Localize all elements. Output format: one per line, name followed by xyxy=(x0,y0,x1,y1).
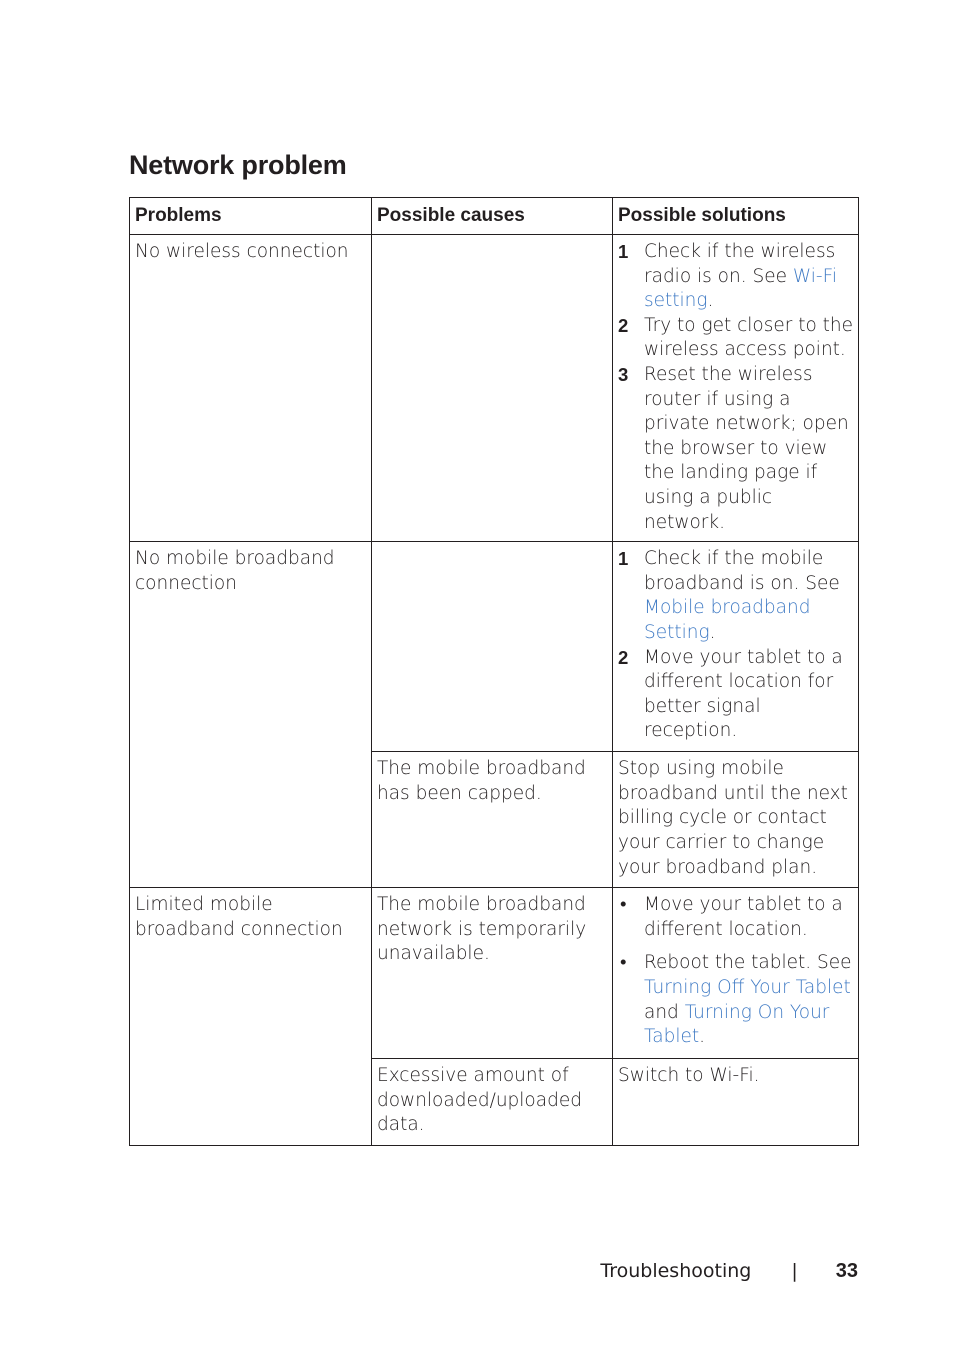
mobile-broadband-setting-link[interactable]: Mobile broadband Setting xyxy=(644,597,811,643)
header-problems: Problems xyxy=(130,198,372,235)
step-number: 2 xyxy=(618,314,629,336)
table-header-row xyxy=(130,198,859,235)
step-text: Move your tablet to a different location for better signal reception. xyxy=(644,646,843,742)
table-row xyxy=(130,235,859,542)
solution-bullet xyxy=(618,951,854,1049)
cause-cell xyxy=(372,235,613,542)
table-row xyxy=(130,542,859,752)
solution-bullets xyxy=(618,893,854,1050)
bullet-text-end: . xyxy=(699,1026,705,1048)
turning-off-tablet-link[interactable]: Turning Off Your Tablet xyxy=(644,976,851,998)
problem-cell: No wireless connection xyxy=(130,235,372,542)
solution-steps xyxy=(618,547,854,744)
cause-cell: Excessive amount of downloaded/uploaded data. xyxy=(372,1059,613,1146)
solution-step xyxy=(618,646,854,744)
solution-step xyxy=(618,240,854,314)
solution-cell: Switch to Wi-Fi. xyxy=(613,1059,859,1146)
footer-section-name: Troubleshooting xyxy=(600,1260,752,1282)
cause-cell xyxy=(372,542,613,752)
header-possible-solutions: Possible solutions xyxy=(613,198,859,235)
bullet-icon: • xyxy=(620,894,627,916)
solution-step xyxy=(618,314,854,363)
step-number: 3 xyxy=(618,363,629,385)
solution-cell: Stop using mobile broadband until the next billing cycle or contact your carrier to change your broadband plan. xyxy=(613,752,859,888)
cause-cell: The mobile broadband has been capped. xyxy=(372,752,613,888)
step-text: Check if the wireless radio is on. See xyxy=(644,241,836,287)
page-footer xyxy=(600,1260,858,1283)
step-text: Try to get closer to the wireless access point. xyxy=(644,314,854,361)
solution-steps xyxy=(618,240,854,535)
step-number: 1 xyxy=(618,241,629,262)
solution-cell xyxy=(613,235,859,542)
solution-bullet xyxy=(618,893,854,942)
cause-cell: The mobile broadband network is temporarily unavailable. xyxy=(372,888,613,1059)
step-number: 1 xyxy=(618,548,629,570)
bullet-text-mid: and xyxy=(644,1001,685,1023)
problem-cell: Limited mobile broadband connection xyxy=(130,888,372,1146)
page-number: 33 xyxy=(835,1260,858,1282)
problem-cell: No mobile broadband connection xyxy=(130,542,372,888)
step-text: Check if the mobile broadband is on. See xyxy=(644,548,840,594)
step-text-end: . xyxy=(709,621,716,643)
page-title: Network problem xyxy=(129,150,347,180)
wifi-setting-link[interactable]: Wi-Fi setting xyxy=(644,265,838,312)
step-number: 2 xyxy=(618,646,629,668)
turning-on-tablet-link[interactable]: Turning On Your Tablet xyxy=(644,1001,830,1048)
solution-step xyxy=(618,547,854,645)
solution-cell xyxy=(613,888,859,1059)
header-possible-causes: Possible causes xyxy=(372,198,613,235)
solution-cell xyxy=(613,542,859,752)
bullet-icon: • xyxy=(620,952,627,974)
footer-separator: | xyxy=(791,1260,798,1282)
bullet-text: Reboot the tablet. See xyxy=(644,952,852,974)
solution-step xyxy=(618,363,854,535)
bullet-text: Move your tablet to a different location. xyxy=(644,894,843,940)
table-row xyxy=(130,888,859,1059)
step-text-end: . xyxy=(707,290,714,312)
network-problem-table xyxy=(129,197,859,1146)
step-text: Reset the wireless router if using a private network; open the browser to view the landing page if using a public network. xyxy=(644,363,849,533)
